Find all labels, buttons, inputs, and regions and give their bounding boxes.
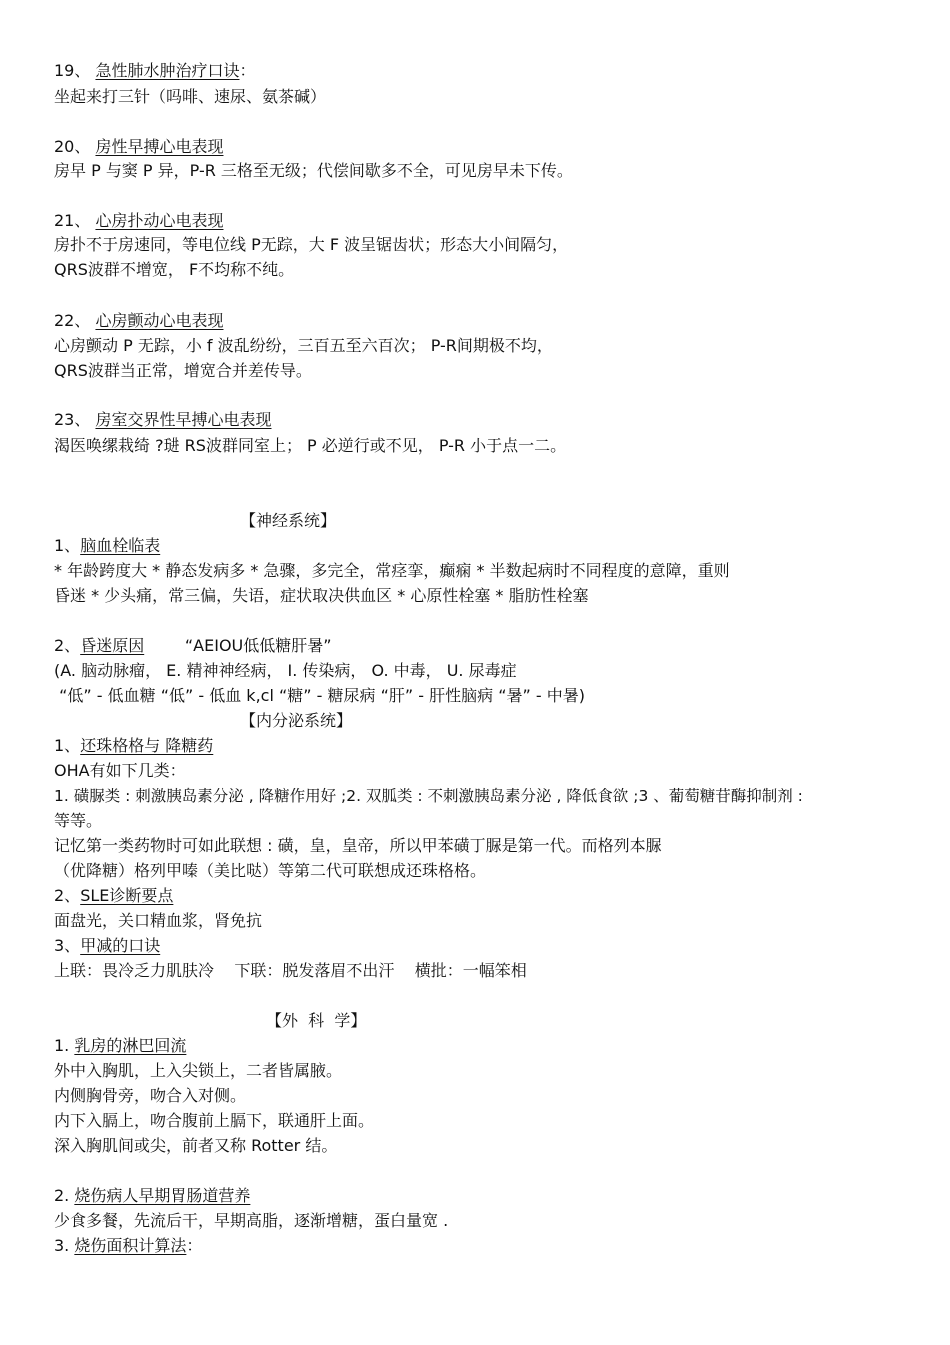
item-23-heading: 23、 房室交界性早搏心电表现 — [54, 410, 272, 429]
item-20-body: 房早 P 与窦 P 异，P-R 三格至无级；代偿间歇多不全，可见房早未下传。 — [54, 161, 573, 180]
surgery-2-body: 少食多餐，先流后干，早期高脂，逐渐增糖，蛋白量宽 . — [54, 1211, 449, 1230]
heading-text: 烧伤面积计算法 — [74, 1236, 187, 1255]
heading-text: 急性肺水肿治疗口诀 — [95, 61, 240, 80]
section-title-neuro: 【神经系统】 — [240, 511, 337, 530]
item-22-heading: 22、 心房颤动心电表现 — [54, 311, 224, 330]
section-title-surgery: 【外 科 学】 — [266, 1011, 367, 1030]
endo-2-heading: 2、SLE诊断要点 — [54, 886, 174, 905]
surgery-2-heading: 2. 烧伤病人早期胃肠道营养 — [54, 1186, 251, 1205]
endo-1-body-3: 等等。 — [54, 811, 103, 830]
surgery-1-body-3: 内下入膈上，吻合腹前上膈下，联通肝上面。 — [54, 1111, 375, 1130]
endo-2-body: 面盘光，关口精血浆，肾免抗 — [54, 911, 263, 930]
neuro-2-body-1: (A. 脑动脉瘤， E. 精神神经病， I. 传染病， O. 中毒， U. 尿毒症 — [54, 661, 517, 680]
surgery-3-heading: 3. 烧伤面积计算法： — [54, 1236, 203, 1255]
heading-text: SLE诊断要点 — [80, 886, 174, 905]
heading-text: 心房扑动心电表现 — [95, 211, 224, 230]
endo-3-heading: 3、甲减的口诀 — [54, 936, 161, 955]
surgery-1-heading: 1. 乳房的淋巴回流 — [54, 1036, 187, 1055]
surgery-1-body-4: 深入胸肌间或尖，前者又称 Rotter 结。 — [54, 1136, 338, 1155]
surgery-1-body-1: 外中入胸肌，上入尖锁上，二者皆属腋。 — [54, 1061, 343, 1080]
item-22-body-2: QRS波群当正常，增宽合并差传导。 — [54, 361, 312, 380]
heading-text: 甲减的口诀 — [80, 936, 161, 955]
heading-text: 烧伤病人早期胃肠道营养 — [74, 1186, 251, 1205]
endo-1-body-1: OHA有如下几类： — [54, 761, 186, 780]
surgery-1-body-2: 内侧胸骨旁，吻合入对侧。 — [54, 1086, 247, 1105]
endo-1-body-5: （优降糖）格列甲嗪（美比哒）等第二代可联想成还珠格格。 — [54, 861, 487, 880]
section-title-endocrine: 【内分泌系统】 — [240, 711, 353, 730]
neuro-1-body-1: * 年龄跨度大 * 静态发病多 * 急骤，多完全，常痉挛，癫痫 * 半数起病时不同程度的意障，重则 — [54, 561, 730, 580]
heading-text: 心房颤动心电表现 — [95, 311, 224, 330]
endo-1-body-4: 记忆第一类药物时可如此联想 : 磺，皇，皇帝，所以甲苯磺丁脲是第一代。而格列本脲 — [54, 836, 662, 855]
item-19-heading: 19、 急性肺水肿治疗口诀： — [54, 61, 256, 80]
endo-1-heading: 1、还珠格格与 降糖药 — [54, 736, 214, 755]
heading-text: 房性早搏心电表现 — [95, 137, 224, 156]
neuro-2-body-2: “低” - 低血糖 “低” - 低血 k,cl “糖” - 糖尿病 “肝” - 肝性脑病 “暑” - 中暑) — [54, 686, 585, 705]
heading-text: 房室交界性早搏心电表现 — [95, 410, 272, 429]
heading-text: 昏迷原因 — [80, 636, 145, 655]
heading-text: 乳房的淋巴回流 — [74, 1036, 187, 1055]
heading-text: 还珠格格与 降糖药 — [80, 736, 214, 755]
neuro-2-heading: 2、昏迷原因 “AEIOU低低糖肝暑” — [54, 636, 332, 655]
item-20-heading: 20、 房性早搏心电表现 — [54, 137, 224, 156]
neuro-1-body-2: 昏迷 * 少头痛，常三偏，失语，症状取决供血区 * 心原性栓塞 * 脂肪性栓塞 — [54, 586, 589, 605]
item-23-body: 渴医唤缧栽绮 ?琎 RS波群同室上； P 必逆行或不见， P-R 小于点一二。 — [54, 436, 567, 455]
item-21-body-2: QRS波群不增宽， F不均称不纯。 — [54, 260, 295, 279]
item-21-heading: 21、 心房扑动心电表现 — [54, 211, 224, 230]
item-22-body-1: 心房颤动 P 无踪，小 f 波乱纷纷，三百五至六百次； P-R间期极不均， — [54, 336, 553, 355]
endo-3-body: 上联：畏冷乏力肌肤冷 下联：脱发落眉不出汗 横批：一幅笨相 — [54, 961, 527, 980]
item-19-body: 坐起来打三针（吗啡、速尿、氨茶碱） — [54, 87, 327, 106]
neuro-1-heading: 1、脑血栓临表 — [54, 536, 161, 555]
endo-1-body-2: 1. 磺脲类 : 刺激胰岛素分泌 , 降糖作用好 ;2. 双胍类 : 不刺激胰岛素分泌 , 降低食欲 ;3 、葡萄糖苷酶抑制剂 : — [54, 787, 803, 805]
heading-text: 脑血栓临表 — [80, 536, 161, 555]
item-21-body-1: 房扑不于房速同，等电位线 P无踪，大 F 波呈锯齿状；形态大小间隔匀， — [54, 235, 569, 254]
